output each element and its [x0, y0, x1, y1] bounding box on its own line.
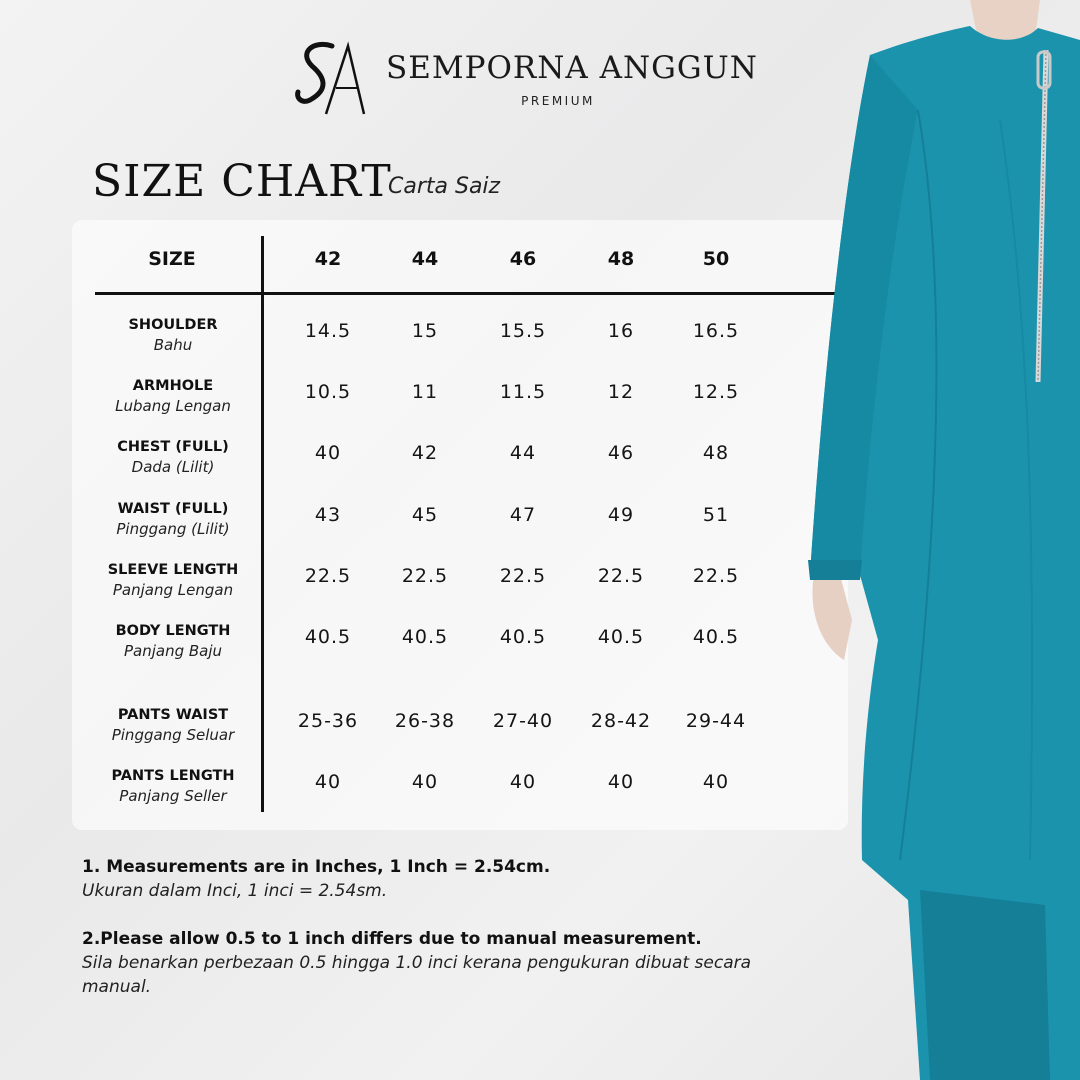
table-cell: 40 — [702, 771, 730, 793]
table-cell: 28-42 — [590, 710, 652, 732]
row-label-ms: Panjang Baju — [123, 642, 223, 660]
table-cell: 42 — [411, 442, 439, 464]
row-label-en: PANTS LENGTH — [111, 768, 235, 784]
row-label-en: BODY LENGTH — [115, 623, 231, 639]
table-cell: 40.5 — [597, 626, 645, 648]
size-header-44: 44 — [411, 248, 439, 270]
row-label-en: WAIST (FULL) — [117, 501, 229, 517]
row-label-en: PANTS WAIST — [117, 707, 229, 723]
note-1-en: 1. Measurements are in Inches, 1 Inch = 2.54cm. — [82, 857, 551, 877]
table-cell: 11 — [411, 381, 439, 403]
table-cell: 51 — [702, 504, 730, 526]
size-header-48: 48 — [607, 248, 635, 270]
size-column-header: SIZE — [148, 248, 196, 270]
table-cell: 22.5 — [499, 565, 547, 587]
measurement-notes — [82, 855, 782, 999]
row-label-en: CHEST (FULL) — [117, 439, 229, 455]
table-cell: 25-36 — [297, 710, 359, 732]
table-cell: 40.5 — [304, 626, 352, 648]
note-2-en: 2.Please allow 0.5 to 1 inch differs due to manual measurement. — [82, 929, 702, 949]
note-2-ms: Sila benarkan perbezaan 0.5 hingga 1.0 inci kerana pengukuran dibuat secara manual. — [82, 953, 752, 997]
table-cell: 22.5 — [692, 565, 740, 587]
table-cell: 12 — [607, 381, 635, 403]
table-cell: 40 — [607, 771, 635, 793]
row-label — [92, 622, 254, 661]
row-label-ms: Lubang Lengan — [115, 397, 231, 415]
page-subtitle: Carta Saiz — [388, 174, 501, 199]
row-label — [92, 316, 254, 355]
row-label-ms: Dada (Lilit) — [131, 458, 215, 476]
row-label-en: SLEEVE LENGTH — [107, 562, 239, 578]
page-title: SIZE CHART — [92, 156, 392, 207]
row-label-en: ARMHOLE — [132, 378, 214, 394]
row-label — [92, 706, 254, 745]
brand-tagline: PREMIUM — [521, 94, 595, 108]
table-cell: 26-38 — [394, 710, 456, 732]
table-cell: 22.5 — [597, 565, 645, 587]
table-cell: 46 — [607, 442, 635, 464]
row-label — [92, 561, 254, 600]
row-label-ms: Panjang Lengan — [112, 581, 234, 599]
table-horizontal-divider — [95, 292, 837, 295]
table-cell: 16.5 — [692, 320, 740, 342]
table-cell: 40 — [509, 771, 537, 793]
table-cell: 40 — [411, 771, 439, 793]
brand-logo — [292, 38, 372, 118]
table-cell: 22.5 — [304, 565, 352, 587]
row-label — [92, 438, 254, 477]
table-cell: 11.5 — [499, 381, 547, 403]
table-cell: 15.5 — [499, 320, 547, 342]
table-cell: 47 — [509, 504, 537, 526]
table-cell: 48 — [702, 442, 730, 464]
table-cell: 10.5 — [304, 381, 352, 403]
row-label-en: SHOULDER — [128, 317, 218, 333]
row-label-ms: Panjang Seller — [119, 787, 227, 805]
table-cell: 49 — [607, 504, 635, 526]
brand-name: SEMPORNA ANGGUN — [386, 50, 758, 86]
table-cell: 15 — [411, 320, 439, 342]
table-cell: 22.5 — [401, 565, 449, 587]
row-label — [92, 377, 254, 416]
table-cell: 40 — [314, 442, 342, 464]
size-header-50: 50 — [702, 248, 730, 270]
size-header-46: 46 — [509, 248, 537, 270]
table-cell: 40.5 — [692, 626, 740, 648]
table-cell: 16 — [607, 320, 635, 342]
row-label — [92, 767, 254, 806]
table-cell: 45 — [411, 504, 439, 526]
table-cell: 14.5 — [304, 320, 352, 342]
table-cell: 44 — [509, 442, 537, 464]
row-label-ms: Pinggang Seluar — [111, 726, 235, 744]
row-label-ms: Pinggang (Lilit) — [116, 520, 230, 538]
table-cell: 29-44 — [685, 710, 747, 732]
table-cell: 43 — [314, 504, 342, 526]
product-photo — [800, 0, 1080, 1080]
table-cell: 40.5 — [401, 626, 449, 648]
size-header-42: 42 — [314, 248, 342, 270]
row-label-ms: Bahu — [153, 336, 193, 354]
table-cell: 40 — [314, 771, 342, 793]
row-label — [92, 500, 254, 539]
table-cell: 40.5 — [499, 626, 547, 648]
note-1-ms: Ukuran dalam Inci, 1 inci = 2.54sm. — [82, 881, 388, 901]
table-cell: 27-40 — [492, 710, 554, 732]
table-cell: 12.5 — [692, 381, 740, 403]
note-spacer — [82, 903, 782, 927]
